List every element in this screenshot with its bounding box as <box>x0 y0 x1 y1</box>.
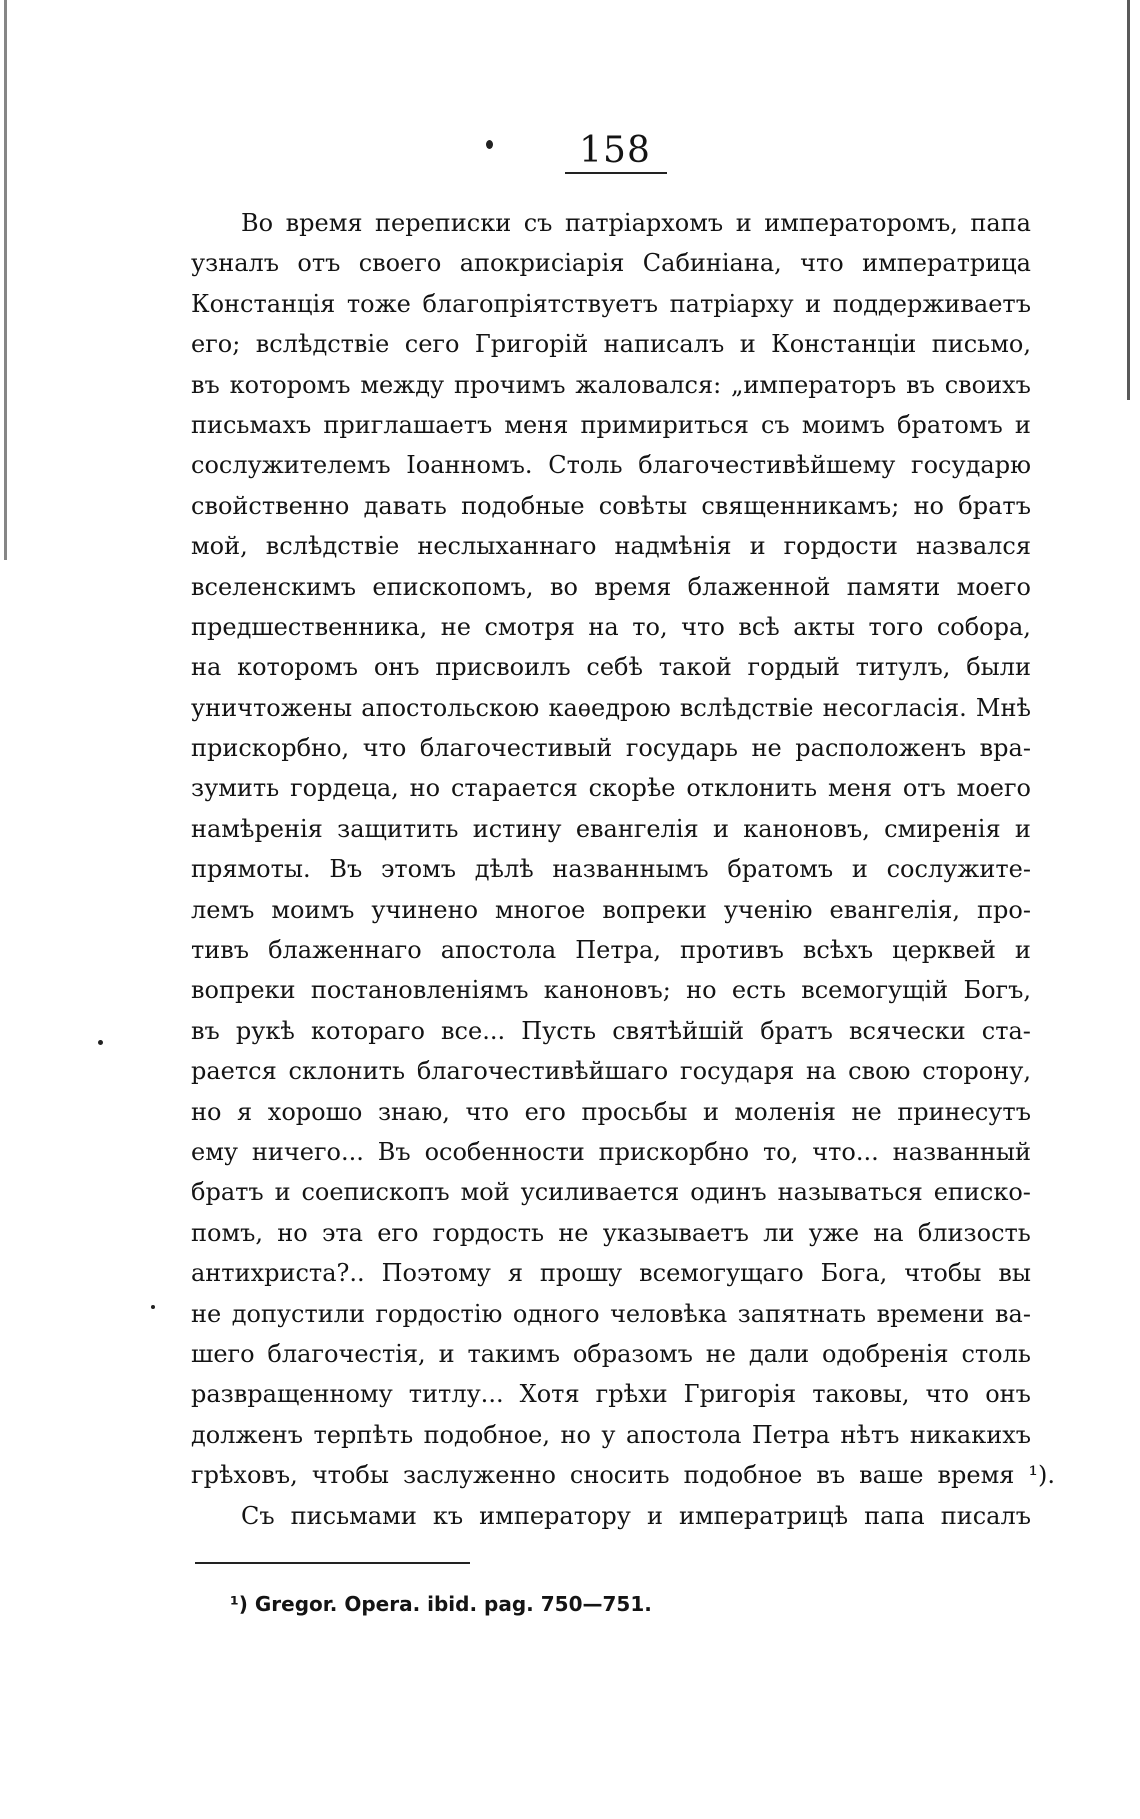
text-line: свойственно давать подобные совѣты священникамъ; но братъ <box>191 491 1031 520</box>
text-line: грѣховъ, чтобы заслуженно сносить подобное въ ваше время ¹). <box>191 1461 1055 1490</box>
text-line: мой, вслѣдствіе неслыханнаго надмѣнія и гордости назвался <box>191 532 1031 561</box>
ink-speck <box>151 1305 155 1309</box>
text-line: Съ письмами къ императору и императрицѣ папа писалъ <box>241 1501 1031 1530</box>
text-line: Во время переписки съ патріархомъ и императоромъ, папа <box>241 209 1031 237</box>
text-line: предшественника, не смотря на то, что всѣ акты того собора, <box>191 612 1031 641</box>
text-line: но я хорошо знаю, что его просьбы и моленія не принесутъ <box>191 1097 1031 1126</box>
text-line: сослужителемъ Іоанномъ. Столь благочестивѣйшему государю <box>191 451 1031 480</box>
text-line: узналъ отъ своего апокрисіарія Сабиніана, что императрица <box>191 249 1031 278</box>
footnote-separator <box>195 1562 470 1564</box>
text-line: рается склонить благочестивѣйшаго государя на свою сторону, <box>191 1057 1031 1086</box>
page-number-underline <box>565 172 667 174</box>
text-line: развращенному титлу... Хотя грѣхи Григорія таковы, что онъ <box>191 1380 1031 1409</box>
body-text <box>191 203 1055 1536</box>
footnote: ¹) Gregor. Opera. ibid. pag. 750—751. <box>230 1592 652 1616</box>
text-line: помъ, но эта его гордость не указываетъ ли уже на близость <box>191 1218 1031 1247</box>
text-line: въ рукѣ котораго все... Пусть святѣйшій братъ всячески ста- <box>191 1016 1031 1045</box>
text-line: намѣренія защитить истину евангелія и каноновъ, смиренія и <box>191 814 1031 843</box>
text-line: на которомъ онъ присвоилъ себѣ такой гордый титулъ, были <box>191 653 1031 682</box>
text-line: шего благочестія, и такимъ образомъ не дали одобренія столь <box>191 1339 1031 1368</box>
text-line: лемъ моимъ учинено многое вопреки ученію евангелія, про- <box>191 895 1031 924</box>
text-line: не допустили гордостію одного человѣка запятнать времени ва- <box>191 1299 1031 1328</box>
text-line: прямоты. Въ этомъ дѣлѣ названнымъ братомъ и сослужите- <box>191 855 1031 884</box>
text-line: уничтожены апостольскою каѳедрою вслѣдствіе несогласія. Мнѣ <box>191 693 1031 722</box>
text-line: вопреки постановленіямъ каноновъ; но есть всемогущій Богъ, <box>191 976 1031 1005</box>
text-line: братъ и соепископъ мой усиливается одинъ называться еписко- <box>191 1178 1031 1207</box>
text-line: антихриста?.. Поэтому я прошу всемогущаго Бога, чтобы вы <box>191 1259 1031 1288</box>
text-line: Констанція тоже благопріятствуетъ патріарху и поддерживаетъ <box>191 289 1031 318</box>
ink-speck <box>98 1040 103 1045</box>
text-line: тивъ блаженнаго апостола Петра, противъ всѣхъ церквей и <box>191 936 1031 965</box>
text-line: прискорбно, что благочестивый государь не расположенъ вра- <box>191 734 1031 763</box>
text-line: ему ничего... Въ особенности прискорбно то, что... названный <box>191 1137 1031 1166</box>
scan-edge-left <box>4 0 7 560</box>
text-line: зумить гордеца, но старается скорѣе отклонить меня отъ моего <box>191 774 1031 803</box>
text-line: долженъ терпѣть подобное, но у апостола Петра нѣтъ никакихъ <box>191 1420 1031 1449</box>
page-number: 158 <box>579 130 651 171</box>
text-line: его; вслѣдствіе сего Григорій написалъ и Констанціи письмо, <box>191 330 1031 359</box>
text-line: вселенскимъ епископомъ, во время блаженной памяти моего <box>191 572 1031 601</box>
scan-edge-right <box>1127 0 1130 400</box>
ink-speck <box>486 140 493 149</box>
text-line: въ которомъ между прочимъ жаловался: „императоръ въ своихъ <box>191 370 1031 399</box>
text-line: письмахъ приглашаетъ меня примириться съ моимъ братомъ и <box>191 410 1031 439</box>
